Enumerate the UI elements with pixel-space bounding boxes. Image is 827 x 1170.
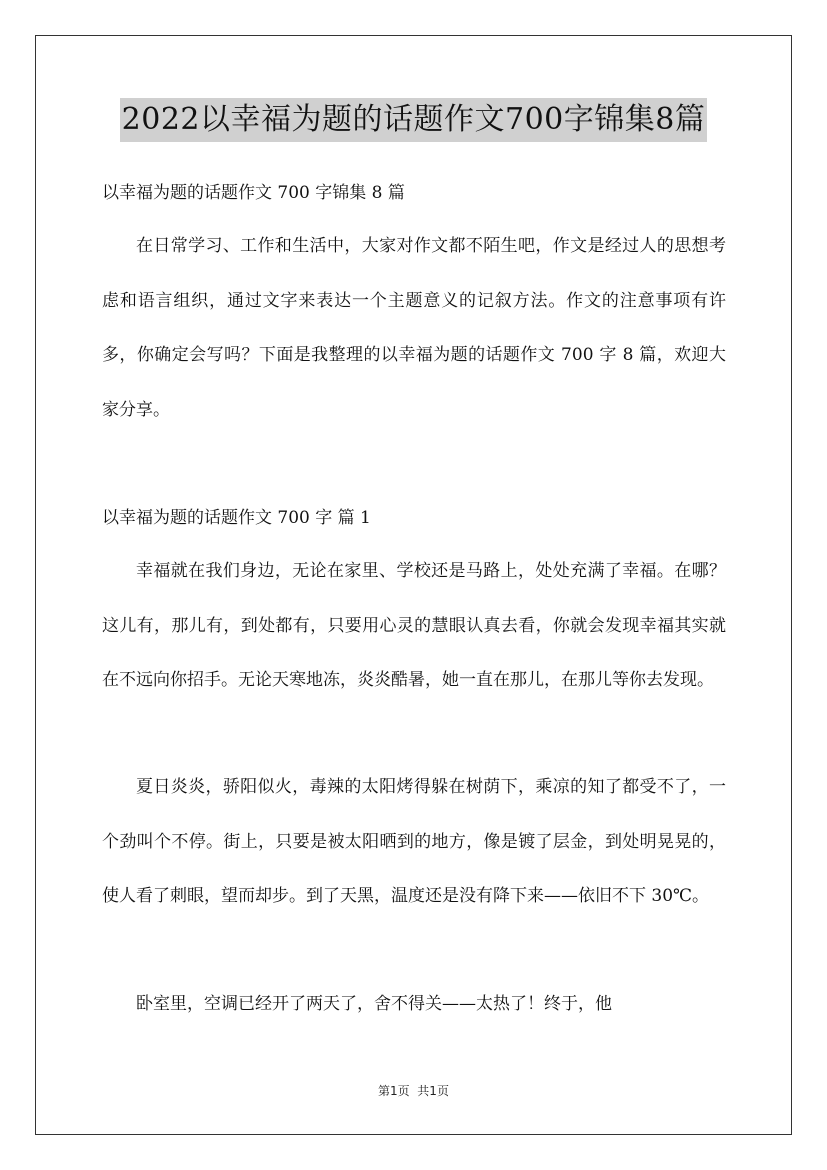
page-footer: 第1页 共1页 xyxy=(378,1084,449,1098)
body-paragraph-1: 幸福就在我们身边，无论在家里、学校还是马路上，处处充满了幸福。在哪？这儿有，那儿有，到处都有，只要用心灵的慧眼认真去看，你就会发现幸福其实就在不远向你招手。无论天寒地冻，炎炎酷暑，她一直在那儿，在那儿等你去发现。 xyxy=(102,561,726,690)
section-heading-1: 以幸福为题的话题作文 700 字 篇 1 xyxy=(102,508,371,528)
body-paragraph-2: 夏日炎炎，骄阳似火，毒辣的太阳烤得躲在树荫下，乘凉的知了都受不了，一个劲叫个不停。街上，只要是被太阳晒到的地方，像是镀了层金，到处明晃晃的，使人看了刺眼，望而却步。到了天黑，温度还是没有降下来——依旧不下 30℃。 xyxy=(102,777,726,906)
intro-paragraph: 在日常学习、工作和生活中，大家对作文都不陌生吧，作文是经过人的思想考虑和语言组织，通过文字来表达一个主题意义的记叙方法。作文的注意事项有许多，你确定会写吗？下面是我整理的以幸福为题的话题作文 700 字 8 篇，欢迎大家分享。 xyxy=(102,236,726,420)
document-subtitle: 以幸福为题的话题作文 700 字锦集 8 篇 xyxy=(102,183,405,203)
body-paragraph-3: 卧室里，空调已经开了两天了，舍不得关——太热了！终于，他 xyxy=(136,994,612,1014)
document-title: 2022以幸福为题的话题作文700字锦集8篇 xyxy=(120,98,708,142)
title-container xyxy=(0,98,827,142)
